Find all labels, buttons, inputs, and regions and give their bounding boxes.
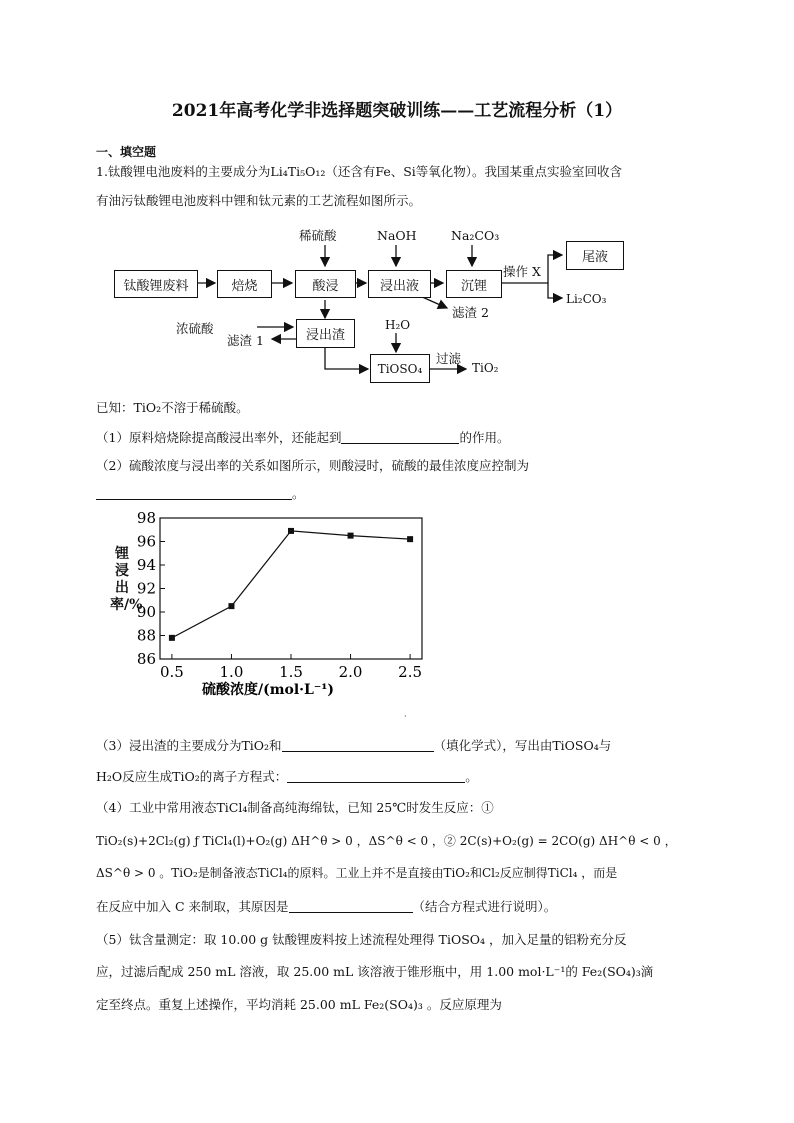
- data-point: [348, 533, 354, 539]
- answer-blank-4[interactable]: [289, 899, 413, 913]
- box-acid-leach: 酸浸: [295, 270, 356, 298]
- x-tick-label: 1.0: [219, 663, 244, 681]
- sub-question-3-line1: （3）浸出渣的主要成分为TiO₂和 （填化学式），写出由TiOSO₄与: [96, 738, 612, 753]
- stray-dot: ·: [404, 712, 407, 721]
- y-tick-label: 86: [136, 650, 156, 668]
- sub-question-4-line1: （4）工业中常用液态TiCl₄制备高纯海绵钛，已知 25℃时发生反应：①: [96, 800, 494, 815]
- sub-question-1: （1）原料焙烧除提高酸浸出率外，还能起到 的作用。: [96, 430, 510, 445]
- y-tick-label: 96: [136, 532, 156, 551]
- y-tick-label: 94: [136, 556, 156, 574]
- known-note: 已知：TiO₂不溶于稀硫酸。: [96, 400, 249, 415]
- box-precipitate-li: 沉锂: [446, 270, 502, 298]
- y-tick-label: 92: [136, 579, 156, 598]
- answer-blank-3a[interactable]: [282, 738, 434, 752]
- x-axis-ticks: [160, 654, 422, 681]
- answer-blank-3b[interactable]: [287, 769, 465, 783]
- label-filter-residue1: 滤渣 1: [227, 333, 264, 348]
- leach-rate-chart: [100, 504, 440, 714]
- y-tick-label: 90: [136, 603, 156, 621]
- section-heading: 一、填空题: [96, 145, 157, 159]
- sub-question-5-line2: 应，过滤后配成 250 mL 溶液，取 25.00 mL 该溶液于锥形瓶中，用 1.00 mol·L⁻¹的 Fe₂(SO₄)₃滴: [96, 964, 654, 979]
- y-axis-ticks: [137, 509, 165, 668]
- box-residue: 浸出渣: [296, 319, 355, 348]
- x-tick-label: 2.0: [338, 663, 363, 681]
- y-tick-label: 88: [136, 626, 156, 645]
- series-line: [172, 531, 410, 638]
- sub-question-4-line3: ΔS^θ > 0 。TiO₂是制备液态TiCl₄的原料。工业上并不是直接由TiO₂和Cl₂反应制得TiCl₄ ，而是: [96, 866, 618, 880]
- q1-intro-line2: 有油污钛酸锂电池废料中锂和钛元素的工艺流程如图所示。: [96, 193, 422, 208]
- box-tail-liquid: 尾液: [566, 241, 624, 270]
- label-na2co3: Na₂CO₃: [451, 228, 500, 243]
- label-naoh: NaOH: [377, 228, 417, 243]
- answer-blank-1[interactable]: [341, 430, 459, 444]
- data-point: [228, 603, 234, 609]
- x-axis-label: 硫酸浓度/(mol·L⁻¹): [201, 682, 335, 698]
- box-leachate: 浸出液: [368, 270, 431, 298]
- sub-question-4-line4: 在反应中加入 C 来制取，其原因是 （结合方程式进行说明）。: [96, 899, 557, 914]
- y-axis-label: 锂浸出率/%: [110, 546, 143, 613]
- box-waste: 钛酸锂废料: [114, 270, 198, 298]
- plot-frame: [160, 518, 422, 659]
- sub-question-2-line2: 。: [96, 484, 305, 504]
- data-points: [169, 528, 413, 641]
- y-tick-label: 98: [136, 509, 156, 527]
- answer-blank-2[interactable]: [96, 486, 292, 500]
- sub-question-4-line2: TiO₂(s)+2Cl₂(g) ƒ TiCl₄(l)+O₂(g) ΔH^θ > 0 ，ΔS^θ < 0 ，② 2C(s)+O₂(g) = 2CO(g) ΔH^θ < 0 ，: [96, 834, 677, 848]
- sub-question-5-line1: （5）钛含量测定：取 10.00 g 钛酸锂废料按上述流程处理得 TiOSO₄ ，加入足量的铝粉充分反: [96, 932, 627, 947]
- label-filter-residue2: 滤渣 2: [452, 305, 489, 320]
- flow-arrows: [0, 0, 794, 400]
- q1-intro-line1: 1.钛酸锂电池废料的主要成分为Li₄Ti₅O₁₂（还含有Fe、Si等氧化物）。我国某重点实验室回收含: [96, 164, 623, 179]
- label-operation-x: 操作 X: [503, 264, 541, 279]
- data-point: [169, 635, 175, 641]
- x-tick-label: 1.5: [279, 663, 303, 681]
- x-tick-label: 0.5: [159, 663, 184, 681]
- label-li2co3: Li₂CO₃: [566, 292, 607, 306]
- box-tioso4: TiOSO₄: [370, 354, 430, 383]
- data-point: [288, 528, 294, 534]
- label-filter: 过滤: [436, 351, 462, 366]
- sub-question-2-line1: （2）硫酸浓度与浸出率的关系如图所示，则酸浸时，硫酸的最佳浓度应控制为: [96, 458, 529, 473]
- page-title: 2021年高考化学非选择题突破训练——工艺流程分析（1）: [171, 101, 623, 121]
- label-tio2: TiO₂: [472, 361, 499, 375]
- box-roast: 焙烧: [217, 270, 272, 298]
- label-conc-h2so4: 浓硫酸: [176, 321, 214, 336]
- sub-question-3-line2: H₂O反应生成TiO₂的离子方程式： 。: [96, 769, 478, 784]
- label-dilute-h2so4: 稀硫酸: [299, 228, 337, 243]
- sub-question-5-line3: 定至终点。重复上述操作，平均消耗 25.00 mL Fe₂(SO₄)₃ 。反应原理为: [96, 997, 502, 1012]
- data-point: [407, 536, 413, 542]
- label-h2o: H₂O: [385, 318, 411, 332]
- x-tick-label: 2.5: [398, 663, 423, 681]
